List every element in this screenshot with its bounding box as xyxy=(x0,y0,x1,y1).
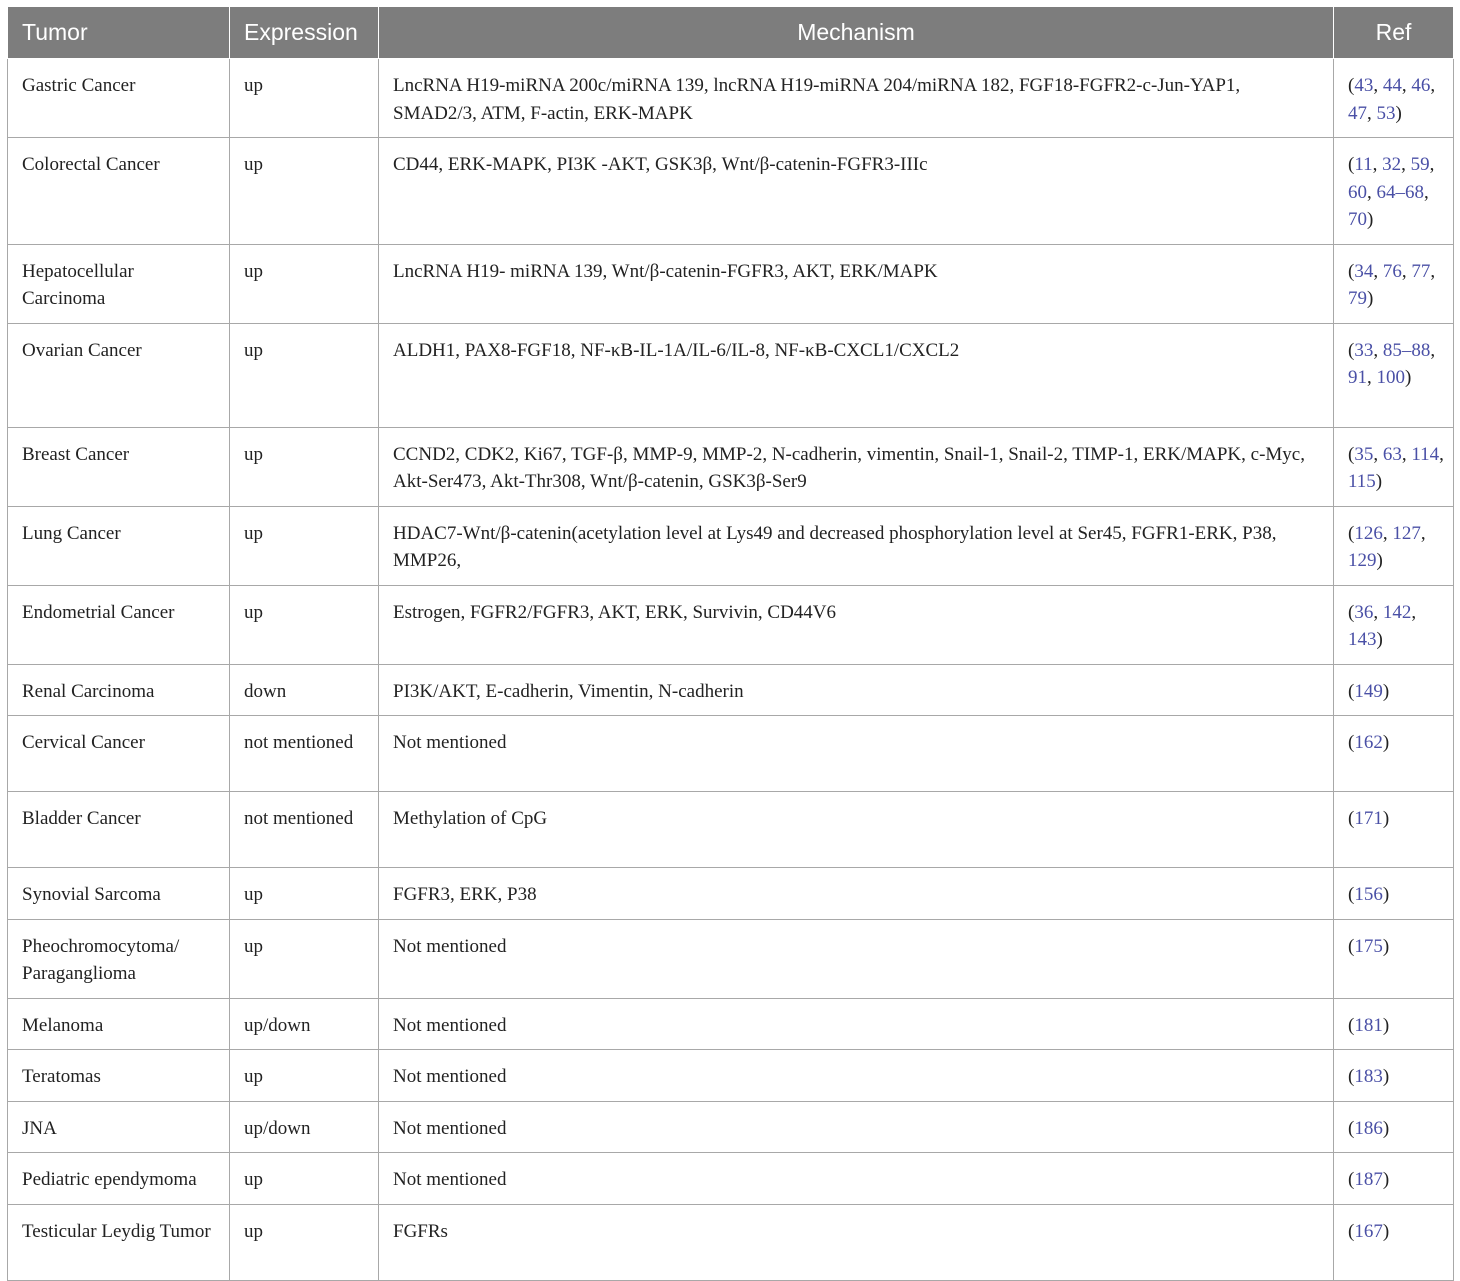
ref-open-paren: ( xyxy=(1348,260,1355,282)
ref-link[interactable]: 100 xyxy=(1376,367,1405,388)
ref-link[interactable]: 11 xyxy=(1354,154,1373,175)
ref-cell xyxy=(1334,868,1454,920)
header-mechanism: Mechanism xyxy=(379,7,1334,59)
ref-link[interactable]: 162 xyxy=(1354,732,1383,753)
ref-link[interactable]: 186 xyxy=(1354,1117,1383,1139)
ref-open-paren: ( xyxy=(1348,808,1355,829)
table-row xyxy=(8,919,1454,998)
mechanism-cell: ALDH1, PAX8-FGF18, NF-κB-IL-1A/IL-6/IL-8, NF-κB-CXCL1/CXCL2 xyxy=(379,323,1334,427)
ref-link[interactable]: 43 xyxy=(1354,75,1374,96)
ref-cell: (35, 63, 114, 115) xyxy=(1334,427,1454,506)
ref-link[interactable]: 171 xyxy=(1354,808,1383,829)
ref-link[interactable]: 53 xyxy=(1376,102,1396,124)
mechanism-cell: Not mentioned xyxy=(379,1050,1334,1102)
expression-cell: up xyxy=(230,244,379,323)
table-container xyxy=(7,7,1453,1281)
tumor-cell: Teratomas xyxy=(8,1050,230,1102)
ref-close-paren: ) xyxy=(1382,935,1390,957)
ref-link[interactable]: 129 xyxy=(1348,550,1377,571)
ref-link[interactable]: 85–88 xyxy=(1382,339,1431,361)
table-row xyxy=(8,244,1454,323)
tumor-cell: Synovial Sarcoma xyxy=(8,868,230,920)
ref-close-paren: ) xyxy=(1382,1066,1390,1087)
ref-close-paren: ) xyxy=(1375,471,1383,492)
expression-cell: up xyxy=(230,323,379,427)
ref-open-paren: ( xyxy=(1348,1220,1355,1242)
ref-link[interactable]: 127 xyxy=(1392,522,1421,544)
ref-open-paren: ( xyxy=(1348,680,1355,702)
ref-close-paren: ) xyxy=(1382,732,1390,753)
ref-link[interactable]: 47 xyxy=(1348,102,1367,124)
table-row xyxy=(8,59,1454,138)
expression-cell: up xyxy=(230,585,379,664)
ref-link[interactable]: 46 xyxy=(1411,75,1431,96)
expression-cell: not mentioned xyxy=(230,792,379,868)
ref-link[interactable]: 76 xyxy=(1382,260,1402,282)
expression-cell: up xyxy=(230,1204,379,1280)
mechanism-cell: Not mentioned xyxy=(379,1101,1334,1153)
ref-close-paren: ) xyxy=(1382,808,1390,829)
tumor-cell: Pheochromocytoma/ Paraganglioma xyxy=(8,919,230,998)
ref-open-paren: ( xyxy=(1348,732,1355,753)
ref-open-paren: ( xyxy=(1348,935,1355,957)
ref-cell xyxy=(1334,1204,1454,1280)
tumor-cell: JNA xyxy=(8,1101,230,1153)
ref-open-paren: ( xyxy=(1348,1117,1355,1139)
ref-link[interactable]: 142 xyxy=(1382,601,1412,623)
ref-open-paren: ( xyxy=(1348,1014,1355,1036)
ref-link[interactable]: 60 xyxy=(1348,181,1367,203)
mechanism-cell: FGFRs xyxy=(379,1204,1334,1280)
table-row xyxy=(8,1204,1454,1280)
tumor-cell: Hepatocellular Carcinoma xyxy=(8,244,230,323)
ref-cell xyxy=(1334,792,1454,868)
ref-cell xyxy=(1334,664,1454,716)
ref-open-paren: ( xyxy=(1348,443,1355,465)
table-row xyxy=(8,716,1454,792)
tumor-cell: Lung Cancer xyxy=(8,506,230,585)
ref-close-paren: ) xyxy=(1382,1014,1390,1036)
ref-link[interactable]: 183 xyxy=(1354,1066,1383,1087)
ref-link[interactable]: 33 xyxy=(1354,339,1374,361)
mechanism-cell: Not mentioned xyxy=(379,1153,1334,1205)
table-row xyxy=(8,664,1454,716)
ref-link[interactable]: 115 xyxy=(1348,471,1376,492)
tumor-cell: Breast Cancer xyxy=(8,427,230,506)
ref-cell: (126, 127, 129) xyxy=(1334,506,1454,585)
ref-cell xyxy=(1334,1153,1454,1205)
tumor-cell: Testicular Leydig Tumor xyxy=(8,1204,230,1280)
ref-link[interactable]: 63 xyxy=(1382,443,1402,465)
ref-link[interactable]: 149 xyxy=(1354,680,1383,702)
expression-cell: up xyxy=(230,506,379,585)
ref-cell: (11, 32, 59, 60, 64–68, 70) xyxy=(1334,138,1454,245)
ref-open-paren: ( xyxy=(1348,1066,1355,1087)
table-row xyxy=(8,1050,1454,1102)
expression-cell: up/down xyxy=(230,1101,379,1153)
ref-link[interactable]: 181 xyxy=(1354,1014,1383,1036)
expression-cell: up xyxy=(230,919,379,998)
ref-close-paren: ) xyxy=(1376,550,1383,571)
ref-cell xyxy=(1334,1101,1454,1153)
tumor-cell: Colorectal Cancer xyxy=(8,138,230,245)
ref-link[interactable]: 91 xyxy=(1348,367,1367,388)
ref-cell: (34, 76, 77, 79) xyxy=(1334,244,1454,323)
ref-link[interactable]: 36 xyxy=(1354,601,1374,623)
ref-cell xyxy=(1334,716,1454,792)
table-body xyxy=(8,59,1454,1281)
expression-cell: up xyxy=(230,1153,379,1205)
table-row xyxy=(8,506,1454,585)
ref-link[interactable]: 143 xyxy=(1348,629,1377,650)
ref-open-paren: ( xyxy=(1348,884,1355,905)
ref-cell: (33, 85–88, 91, 100) xyxy=(1334,323,1454,427)
ref-close-paren: ) xyxy=(1382,1220,1390,1242)
table-row xyxy=(8,427,1454,506)
expression-cell: up xyxy=(230,427,379,506)
ref-link[interactable]: 167 xyxy=(1354,1220,1383,1242)
mechanism-cell: FGFR3, ERK, P38 xyxy=(379,868,1334,920)
ref-open-paren: ( xyxy=(1348,522,1355,544)
table-row xyxy=(8,1153,1454,1205)
ref-open-paren: ( xyxy=(1348,1169,1355,1190)
table-row xyxy=(8,868,1454,920)
tumor-mechanism-table xyxy=(7,7,1454,1281)
table-row xyxy=(8,138,1454,245)
tumor-cell: Renal Carcinoma xyxy=(8,664,230,716)
table-row xyxy=(8,1101,1454,1153)
mechanism-cell: CD44, ERK-MAPK, PI3K -AKT, GSK3β, Wnt/β-catenin-FGFR3-IIIc xyxy=(379,138,1334,245)
tumor-cell: Bladder Cancer xyxy=(8,792,230,868)
table-header xyxy=(8,7,1454,59)
ref-link[interactable]: 77 xyxy=(1411,260,1431,282)
mechanism-cell: Estrogen, FGFR2/FGFR3, AKT, ERK, Survivin, CD44V6 xyxy=(379,585,1334,664)
ref-close-paren: ) xyxy=(1367,209,1374,230)
tumor-cell: Endometrial Cancer xyxy=(8,585,230,664)
ref-cell xyxy=(1334,919,1454,998)
tumor-cell: Pediatric ependymoma xyxy=(8,1153,230,1205)
ref-link[interactable]: 44 xyxy=(1382,75,1402,96)
ref-link[interactable]: 32 xyxy=(1382,154,1402,175)
ref-open-paren: ( xyxy=(1348,154,1355,175)
ref-cell: (43, 44, 46, 47, 53) xyxy=(1334,59,1454,138)
header-expression: Expression xyxy=(230,7,379,59)
ref-cell: (36, 142, 143) xyxy=(1334,585,1454,664)
expression-cell: up xyxy=(230,868,379,920)
ref-link[interactable]: 35 xyxy=(1354,443,1374,465)
ref-link[interactable]: 70 xyxy=(1348,209,1367,230)
header-tumor: Tumor xyxy=(8,7,230,59)
ref-link[interactable]: 79 xyxy=(1348,288,1367,309)
tumor-cell: Ovarian Cancer xyxy=(8,323,230,427)
expression-cell: up xyxy=(230,59,379,138)
ref-link[interactable]: 156 xyxy=(1354,884,1383,905)
ref-close-paren: ) xyxy=(1382,884,1390,905)
ref-open-paren: ( xyxy=(1348,601,1355,623)
header-ref: Ref xyxy=(1334,7,1454,59)
mechanism-cell: Not mentioned xyxy=(379,998,1334,1050)
table-row xyxy=(8,792,1454,868)
expression-cell: not mentioned xyxy=(230,716,379,792)
table-row xyxy=(8,998,1454,1050)
tumor-cell: Cervical Cancer xyxy=(8,716,230,792)
ref-close-paren: ) xyxy=(1376,629,1383,650)
ref-close-paren: ) xyxy=(1382,680,1390,702)
ref-open-paren: ( xyxy=(1348,75,1355,96)
ref-open-paren: ( xyxy=(1348,339,1355,361)
expression-cell: up xyxy=(230,1050,379,1102)
ref-close-paren: ) xyxy=(1405,367,1412,388)
ref-link[interactable]: 34 xyxy=(1354,260,1374,282)
ref-cell xyxy=(1334,1050,1454,1102)
ref-link[interactable]: 175 xyxy=(1354,935,1383,957)
mechanism-cell: HDAC7-Wnt/β-catenin(acetylation level at Lys49 and decreased phosphorylation level at Ser45, FGFR1-ERK, P38, MMP26, xyxy=(379,506,1334,585)
ref-close-paren: ) xyxy=(1367,288,1374,309)
ref-cell xyxy=(1334,998,1454,1050)
mechanism-cell: LncRNA H19- miRNA 139, Wnt/β-catenin-FGFR3, AKT, ERK/MAPK xyxy=(379,244,1334,323)
tumor-cell: Gastric Cancer xyxy=(8,59,230,138)
header-row xyxy=(8,7,1454,59)
table-row xyxy=(8,323,1454,427)
ref-link[interactable]: 59 xyxy=(1410,154,1430,175)
ref-link[interactable]: 126 xyxy=(1354,522,1383,544)
mechanism-cell: CCND2, CDK2, Ki67, TGF-β, MMP-9, MMP-2, N-cadherin, vimentin, Snail-1, Snail-2, TIMP-1, ERK/MAPK, c-Myc, Akt-Ser473, Akt-Thr308, Wnt/β-catenin, GSK3β-Ser9 xyxy=(379,427,1334,506)
tumor-cell: Melanoma xyxy=(8,998,230,1050)
ref-close-paren: ) xyxy=(1382,1117,1390,1139)
mechanism-cell: Not mentioned xyxy=(379,716,1334,792)
expression-cell: up/down xyxy=(230,998,379,1050)
mechanism-cell: Not mentioned xyxy=(379,919,1334,998)
ref-link[interactable]: 64–68 xyxy=(1376,181,1424,203)
mechanism-cell: PI3K/AKT, E-cadherin, Vimentin, N-cadherin xyxy=(379,664,1334,716)
expression-cell: up xyxy=(230,138,379,245)
ref-link[interactable]: 114 xyxy=(1411,443,1440,465)
table-row xyxy=(8,585,1454,664)
ref-close-paren: ) xyxy=(1395,102,1402,124)
expression-cell: down xyxy=(230,664,379,716)
mechanism-cell: LncRNA H19-miRNA 200c/miRNA 139, lncRNA H19-miRNA 204/miRNA 182, FGF18-FGFR2-c-Jun-YAP1, SMAD2/3, ATM, F-actin, ERK-MAPK xyxy=(379,59,1334,138)
mechanism-cell: Methylation of CpG xyxy=(379,792,1334,868)
ref-close-paren: ) xyxy=(1382,1169,1390,1190)
ref-link[interactable]: 187 xyxy=(1354,1169,1383,1190)
